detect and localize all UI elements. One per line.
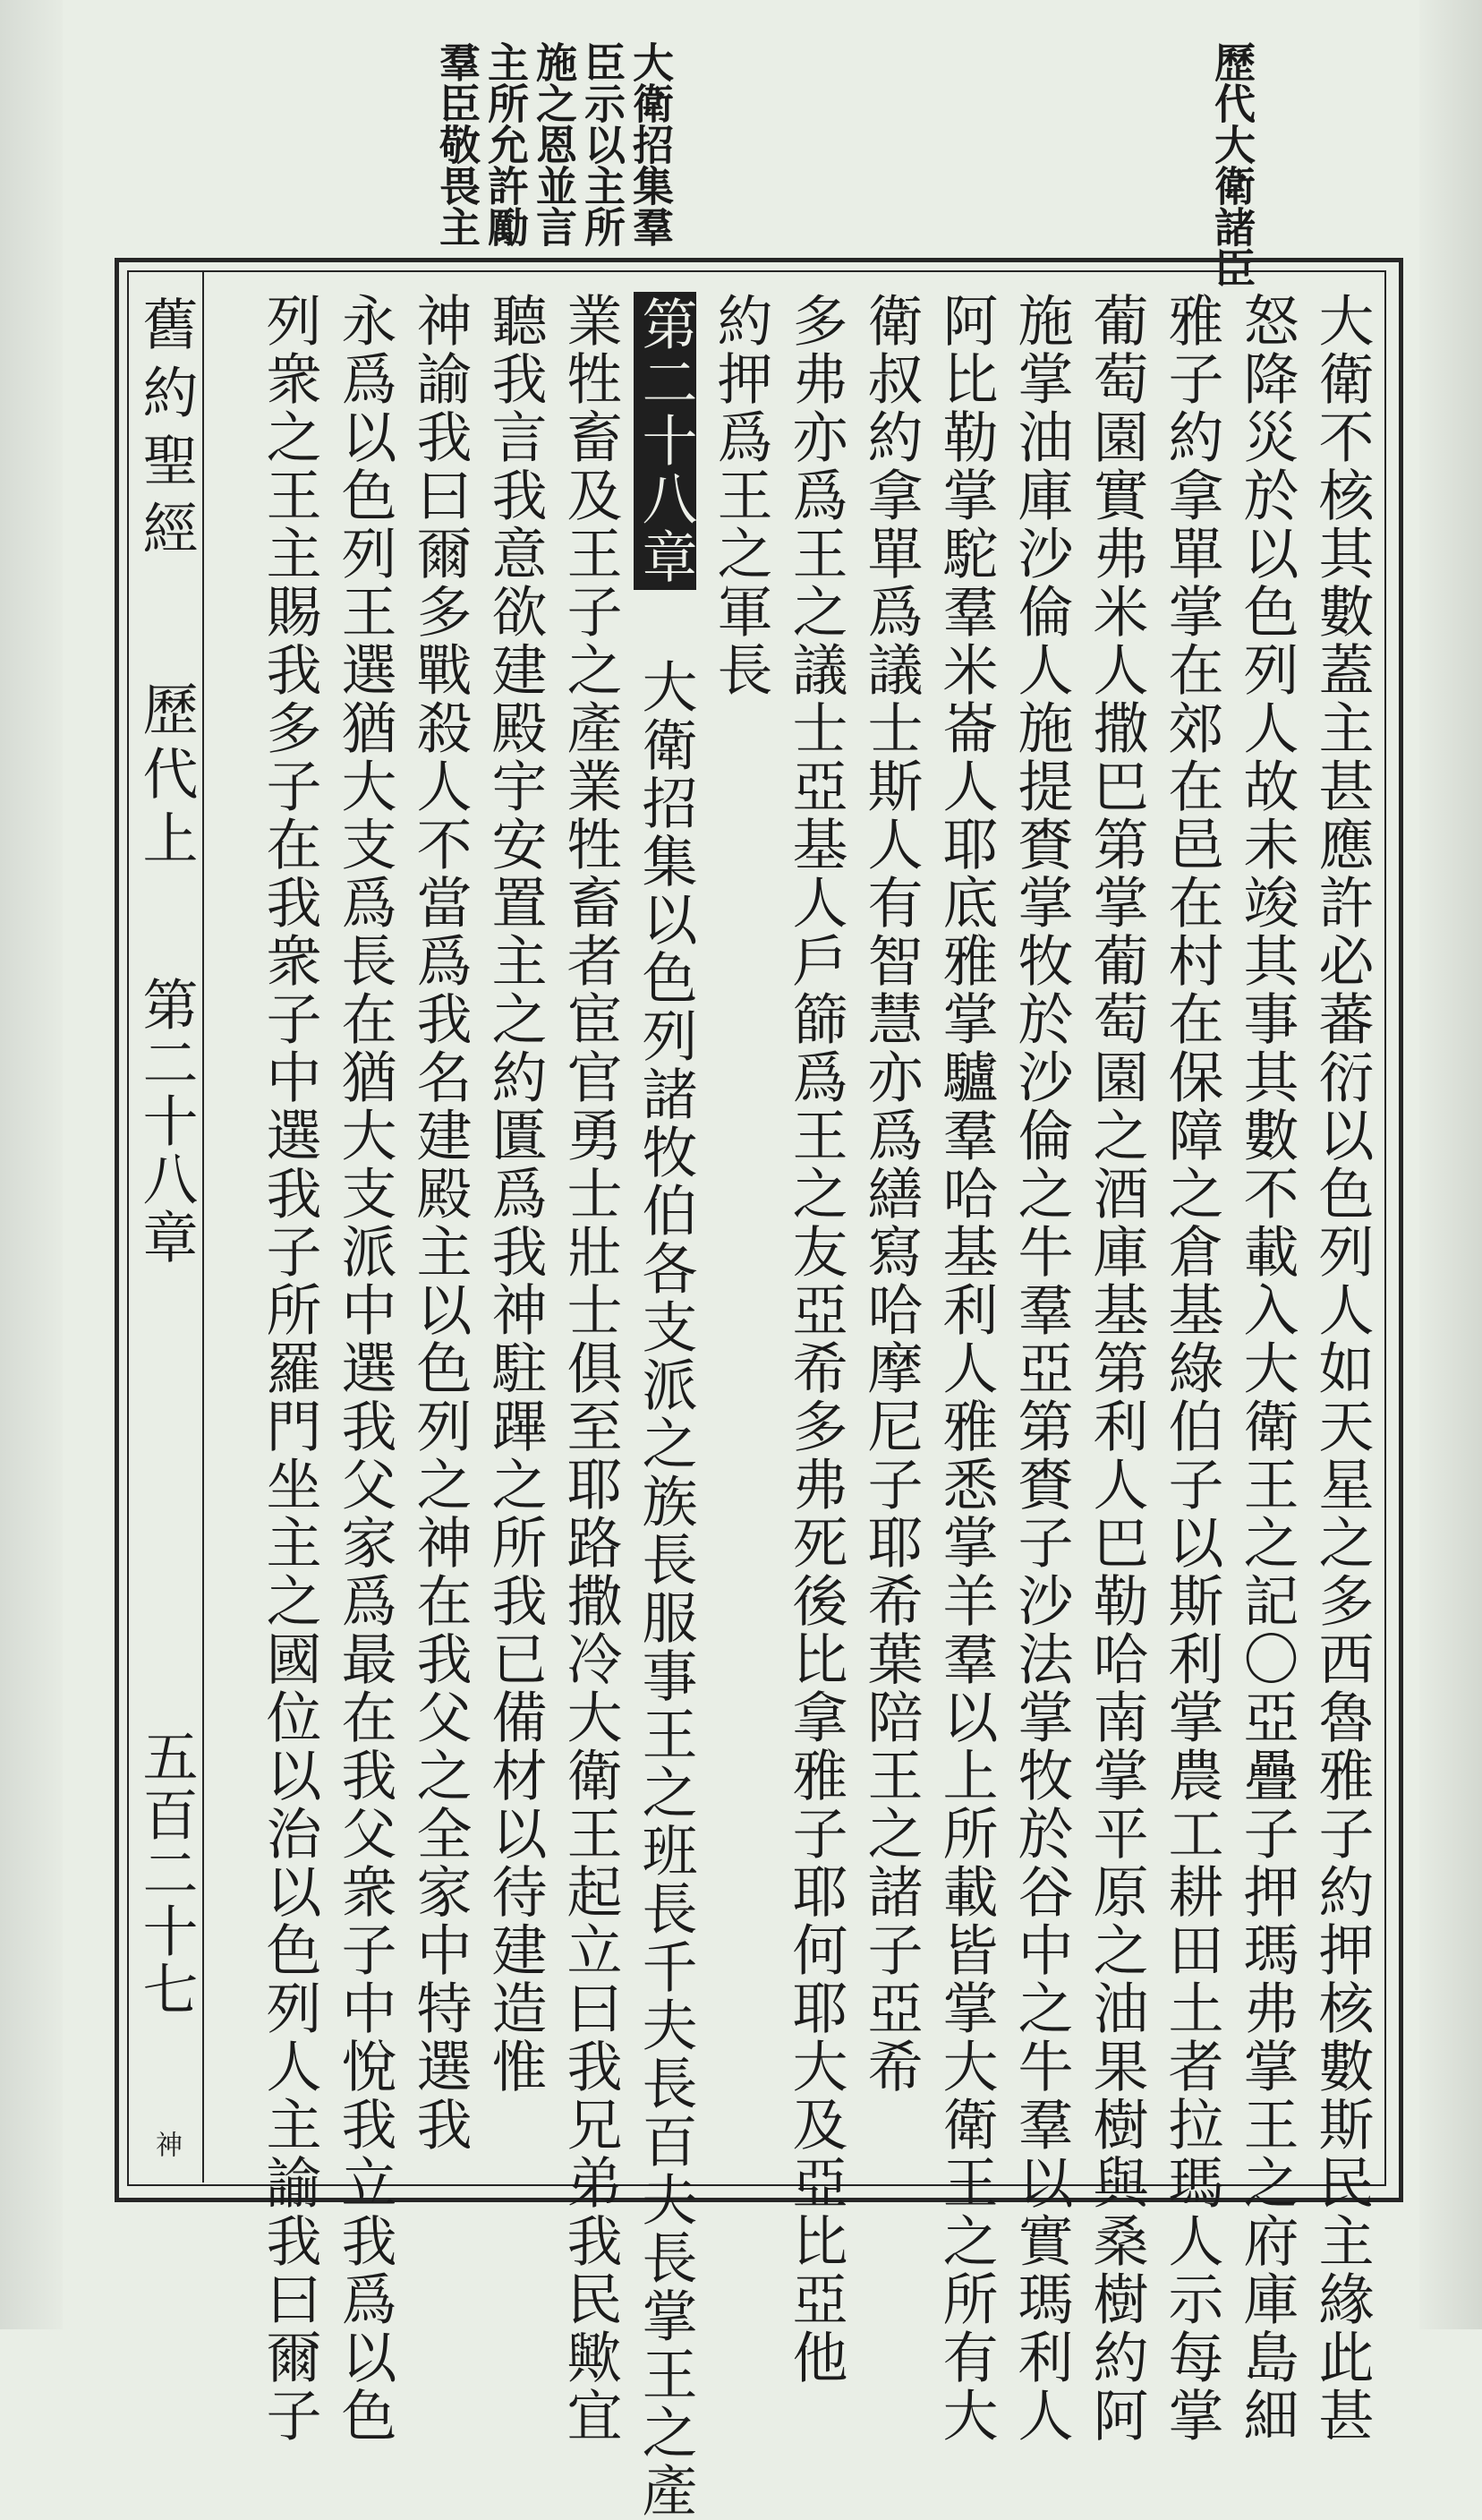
text-column: 怒降災於以色列人故未竣其事其數不載入大衛王之記〇亞疊子押瑪弗掌王之府庫島細	[1234, 292, 1299, 2445]
text-column: 阿比勒掌駝羣米崙人耶底雅掌驢羣哈基利人雅悉掌羊羣以上所載皆掌大衛王之所有大	[933, 292, 999, 2445]
book-title: 舊約聖經	[133, 295, 199, 568]
chapter-heading: 第二十八章	[634, 292, 696, 590]
margin-note-line: 施之恩並言	[530, 41, 578, 247]
text-column: 施掌油庫沙倫人施提賚掌牧於沙倫之牛羣亞第賚子沙法掌牧於谷中之牛羣以實瑪利人	[1009, 292, 1074, 2445]
header-rule	[202, 270, 204, 2183]
text-column: 永爲以色列王選猶大支爲長在猶大支派中選我父家爲最在我父衆子中悅我立我爲以色	[332, 292, 397, 2445]
page-number: 五百二十七	[133, 1728, 199, 2019]
chapter-start-column	[634, 292, 696, 2520]
left-page-bleed	[0, 0, 63, 2329]
chapter-label: 第二十八章	[133, 976, 199, 1267]
section-title: 歷代上	[133, 680, 199, 874]
catchword: 神	[150, 2131, 182, 2160]
margin-note-line: 臣示以主所	[578, 41, 626, 247]
text-column: 業牲畜及王子之產業牲畜者宦官勇士壯士俱至耶路撒冷大衛王起立曰我兄弟我民歟宜	[558, 292, 623, 2445]
text-column: 葡萄園實弗米人撒巴第掌葡萄園之酒庫基第利人巴勒哈南掌平原之油果樹與桑樹約阿	[1084, 292, 1149, 2445]
chapter-text: 大衛招集以色列諸牧伯各支派之族長服事王之班長千夫長百夫長掌王之產	[633, 658, 698, 2520]
text-column: 聽我言我意欲建殿宇安置主之約匱爲我神駐蹕之所我已備材以待建造惟	[482, 292, 548, 2096]
margin-note-line: 羣臣敬畏主	[433, 41, 481, 247]
text-column: 約押爲王之軍長	[708, 292, 773, 699]
text-column: 神諭我曰爾多戰殺人不當爲我名建殿主以色列之神在我父之全家中特選我	[407, 292, 473, 2154]
text-column: 多弗亦爲王之議士亞基人戶篩爲王之友亞希多弗死後比拿雅子耶何耶大及亞比亞他	[783, 292, 848, 2387]
text-column: 大衛不核其數蓋主甚應許必蕃衍以色列人如天星之多西魯雅子約押核數斯民主緣此甚	[1309, 292, 1375, 2445]
text-column: 雅子約拿單掌在郊在邑在村在保障之倉基綠伯子以斯利掌農工耕田土者拉瑪人示每掌	[1159, 292, 1224, 2445]
text-column: 列衆之王主賜我多子在我衆子中選我子所羅門坐主之國位以治以色列人主諭我曰爾子	[257, 292, 322, 2445]
margin-note-right: 歷代大衛諸臣	[1208, 41, 1256, 288]
margin-note-line: 大衛招集羣	[626, 41, 675, 247]
margin-note-line: 主所允許勵	[481, 41, 530, 247]
right-page-bleed	[1419, 0, 1482, 2329]
text-column: 衛叔約拿單爲議士斯人有智慧亦爲繕寫哈摩尼子耶希葉陪王之諸子亞希	[858, 292, 924, 2096]
